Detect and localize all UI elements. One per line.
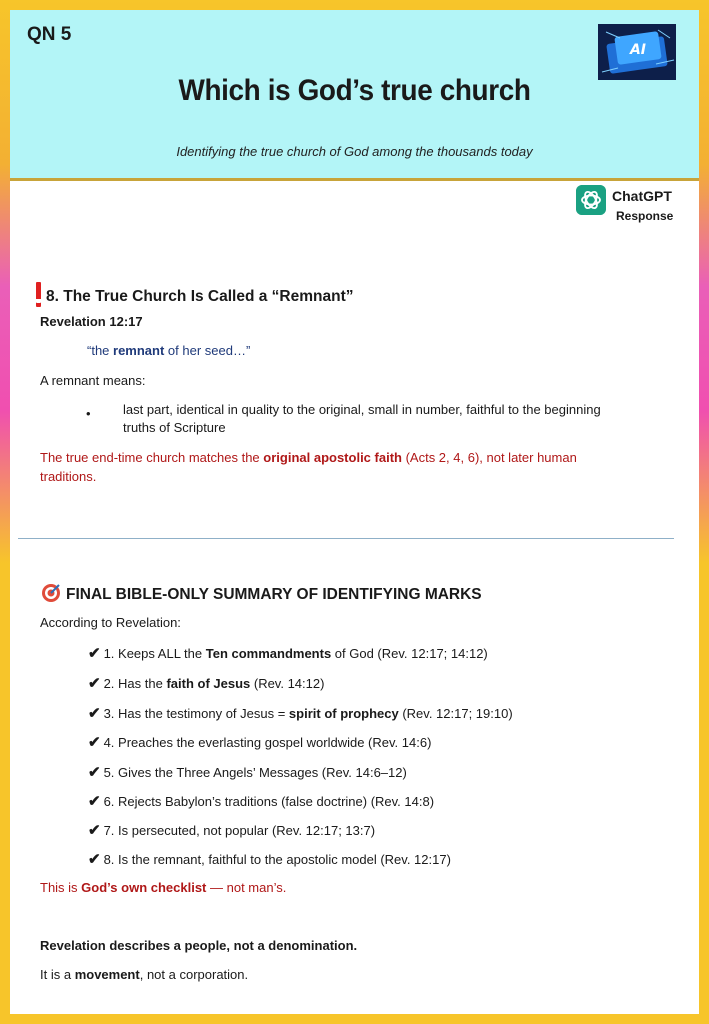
checkmark-icon: ✔ [88, 675, 101, 692]
identifying-mark-item: ✔ 1. Keeps ALL the Ten commandments of God (Rev. 12:17; 14:12) [88, 645, 488, 662]
chatgpt-logo-icon [576, 185, 606, 215]
summary-intro: According to Revelation: [40, 615, 181, 630]
checklist-note: This is God’s own checklist — not man’s. [40, 880, 287, 895]
checkmark-icon: ✔ [88, 793, 101, 810]
closing-statement-1: Revelation describes a people, not a denomination. [40, 938, 358, 953]
identifying-mark-item: ✔ 4. Preaches the everlasting gospel worldwide (Rev. 14:6) [88, 734, 432, 751]
ai-chip-icon [598, 24, 676, 80]
identifying-mark-item: ✔ 8. Is the remnant, faithful to the apostolic model (Rev. 12:17) [88, 851, 451, 868]
page [10, 10, 699, 1014]
checkmark-icon: ✔ [88, 851, 101, 868]
checkmark-icon: ✔ [88, 822, 101, 839]
brand-subtitle: Response [616, 209, 674, 223]
section-divider [18, 538, 674, 539]
remnant-definition-line1: last part, identical in quality to the original, small in number, faithful to the beginning [123, 402, 601, 417]
bullet-dot: • [86, 406, 91, 421]
exclamation-icon [36, 282, 41, 303]
target-icon [41, 583, 61, 603]
checkmark-icon: ✔ [88, 734, 101, 751]
scripture-reference: Revelation 12:17 [40, 314, 143, 329]
closing-statement-2: It is a movement, not a corporation. [40, 967, 249, 982]
identifying-mark-item: ✔ 7. Is persecuted, not popular (Rev. 12:17; 13:7) [88, 822, 376, 839]
chatgpt-brand [576, 183, 686, 229]
page-title: Which is God’s true church [178, 74, 531, 107]
conclusion-line2: traditions. [40, 469, 97, 484]
svg-text:AI: AI [629, 42, 647, 58]
question-number: QN 5 [27, 24, 72, 45]
identifying-mark-item: ✔ 2. Has the faith of Jesus (Rev. 14:12) [88, 675, 325, 692]
conclusion-line1: The true end-time church matches the original apostolic faith (Acts 2, 4, 6), not later human [40, 450, 577, 465]
remnant-intro: A remnant means: [40, 373, 146, 388]
checkmark-icon: ✔ [88, 764, 101, 781]
identifying-mark-item: ✔ 3. Has the testimony of Jesus = spirit of prophecy (Rev. 12:17; 19:10) [88, 705, 513, 722]
header-banner [10, 10, 699, 181]
identifying-mark-item: ✔ 5. Gives the Three Angels’ Messages (Rev. 14:6–12) [88, 764, 407, 781]
summary-heading: FINAL BIBLE-ONLY SUMMARY OF IDENTIFYING MARKS [41, 583, 482, 604]
brand-name: ChatGPT [612, 188, 672, 204]
checkmark-icon: ✔ [88, 705, 101, 722]
identifying-mark-item: ✔ 6. Rejects Babylon’s traditions (false doctrine) (Rev. 14:8) [88, 793, 435, 810]
section-heading-remnant: 8. The True Church Is Called a “Remnant” [36, 282, 354, 306]
remnant-definition-line2: truths of Scripture [123, 420, 226, 435]
page-subtitle: Identifying the true church of God among the thousands today [176, 144, 533, 159]
checkmark-icon: ✔ [88, 645, 101, 662]
remnant-quote: “the remnant of her seed…” [87, 343, 251, 358]
